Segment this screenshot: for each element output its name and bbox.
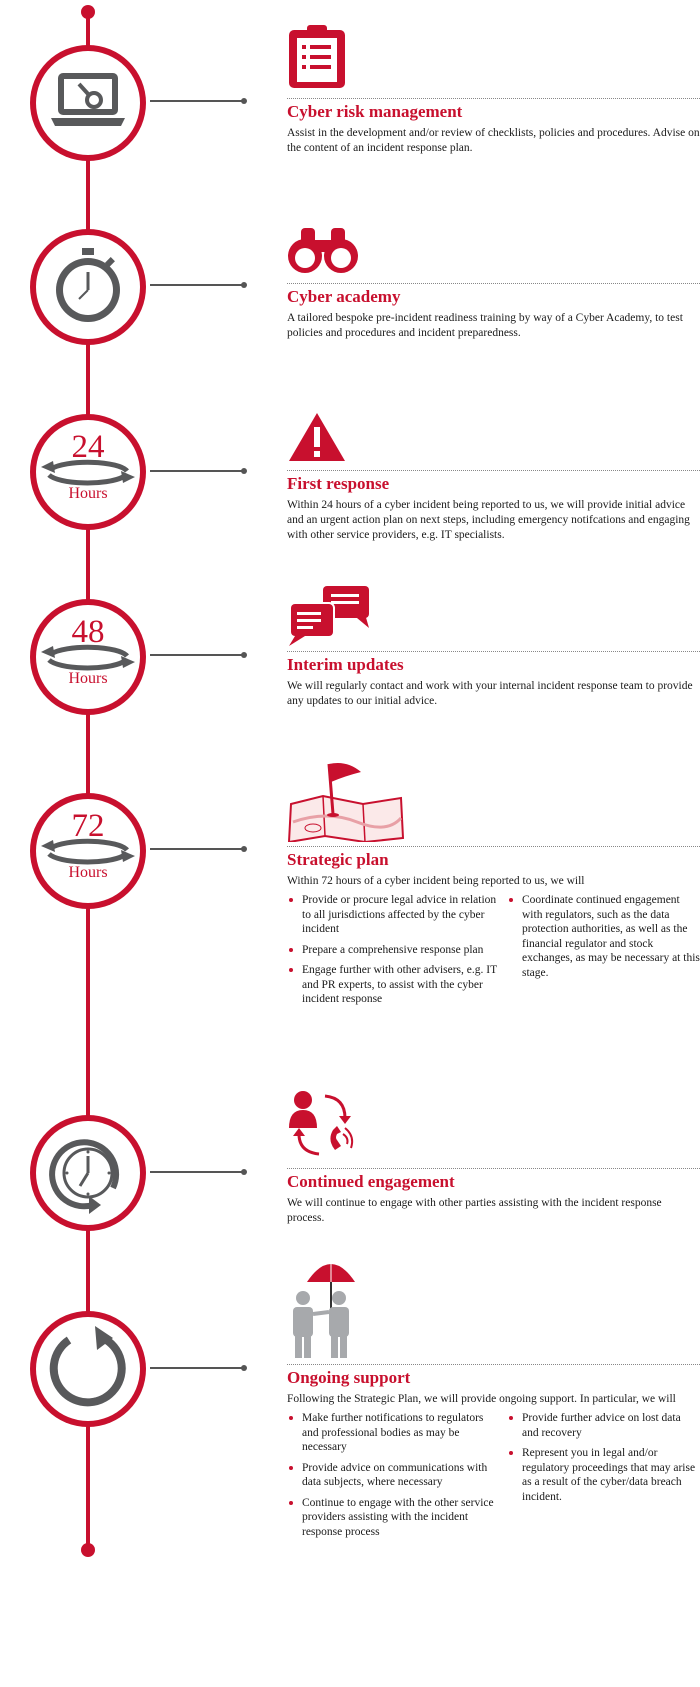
timeline-end-dot — [81, 1543, 95, 1557]
bullet-list-left — [287, 1411, 497, 1545]
stage-circle-ongoing-support — [27, 1308, 149, 1430]
hours-number: 72 — [71, 808, 105, 844]
stage-title: First response — [287, 474, 390, 493]
timeline-start-dot — [81, 5, 95, 19]
connector-line — [150, 470, 244, 472]
stage-description: Following the Strategic Plan, we will provide ongoing support. In particular, we will — [287, 1393, 676, 1405]
stage-title: Cyber risk management — [287, 102, 463, 121]
hours-label: Hours — [68, 670, 108, 687]
list-item: Provide further advice on lost data and recovery — [507, 1411, 700, 1440]
list-item: Engage further with other advisers, e.g. IT and PR experts, to assist with the cyber incident response — [287, 963, 497, 1007]
stage-continued-engagement — [287, 1172, 700, 1226]
connector-line — [150, 654, 244, 656]
stage-cyber-risk-management — [287, 102, 700, 156]
stage-circle-24-hours — [27, 411, 149, 533]
person-phone-icon — [287, 1088, 357, 1165]
hours-label: Hours — [68, 864, 108, 881]
stage-cyber-academy — [287, 287, 700, 341]
binoculars-icon — [287, 226, 359, 281]
stage-strategic-plan — [287, 850, 700, 1013]
dotted-divider — [287, 651, 700, 652]
dotted-divider — [287, 846, 700, 847]
list-item: Coordinate continued engagement with regulators, such as the data protection authorities, as well as the financial regulator and stock exchanges, as may be necessary at this stage. — [507, 893, 700, 980]
connector-line — [150, 1367, 244, 1369]
stage-ongoing-support — [287, 1368, 700, 1545]
stage-circle-72-hours — [27, 790, 149, 912]
dotted-divider — [287, 470, 700, 471]
connector-line — [150, 1171, 244, 1173]
couple-umbrella-icon — [287, 1252, 357, 1365]
connector-line — [150, 100, 244, 102]
list-item: Represent you in legal and/or regulatory proceedings that may arise as a result of the cyber/data breach incident. — [507, 1446, 700, 1504]
stage-description: We will continue to engage with other parties assisting with the incident response process. — [287, 1197, 662, 1224]
bullet-list-left — [287, 893, 497, 1013]
stage-title: Ongoing support — [287, 1368, 411, 1387]
stage-title: Strategic plan — [287, 850, 389, 869]
stage-interim-updates — [287, 655, 700, 709]
stage-title: Cyber academy — [287, 287, 401, 306]
stage-description: Assist in the development and/or review of checklists, policies and procedures. Advise on the content of an incident response plan. — [287, 127, 700, 154]
dotted-divider — [287, 1168, 700, 1169]
stage-description: We will regularly contact and work with your internal incident response team to provide any updates to our initial advice. — [287, 680, 693, 707]
hours-number: 24 — [71, 429, 105, 465]
dotted-divider — [287, 98, 700, 99]
bullet-list-right — [507, 1411, 700, 1545]
stage-circle-cyber-academy — [27, 226, 149, 348]
stage-description: Within 72 hours of a cyber incident being reported to us, we will — [287, 875, 585, 887]
list-item: Provide or procure legal advice in relation to all jurisdictions affected by the cyber incident — [287, 893, 497, 937]
stage-circle-continued-engagement — [27, 1112, 149, 1234]
list-item: Prepare a comprehensive response plan — [287, 943, 497, 958]
list-item: Provide advice on communications with data subjects, where necessary — [287, 1461, 497, 1490]
stage-description: Within 24 hours of a cyber incident being reported to us, we will provide initial advice and an urgent action plan on next steps, including emergency notifcations and engaging with other service providers, e.g. IT specialists. — [287, 499, 690, 541]
stage-description: A tailored bespoke pre-incident readiness training by way of a Cyber Academy, to test policies and procedures and incident preparedness. — [287, 312, 683, 339]
stage-title: Continued engagement — [287, 1172, 455, 1191]
warning-triangle-icon — [287, 411, 347, 468]
dotted-divider — [287, 283, 700, 284]
hours-label: Hours — [68, 485, 108, 502]
connector-line — [150, 284, 244, 286]
clipboard-checklist-icon — [287, 24, 347, 95]
stage-title: Interim updates — [287, 655, 404, 674]
list-item: Make further notifications to regulators and professional bodies as may be necessary — [287, 1411, 497, 1455]
hours-number: 48 — [71, 614, 105, 650]
dotted-divider — [287, 1364, 700, 1365]
speech-bubbles-icon — [287, 584, 371, 651]
stage-circle-48-hours — [27, 596, 149, 718]
bullet-list-right — [507, 893, 700, 1013]
map-flag-icon — [287, 760, 405, 847]
list-item: Continue to engage with the other service providers assisting with the incident response process — [287, 1496, 497, 1540]
stage-first-response — [287, 474, 700, 543]
connector-line — [150, 848, 244, 850]
stage-circle-cyber-risk — [27, 42, 149, 164]
